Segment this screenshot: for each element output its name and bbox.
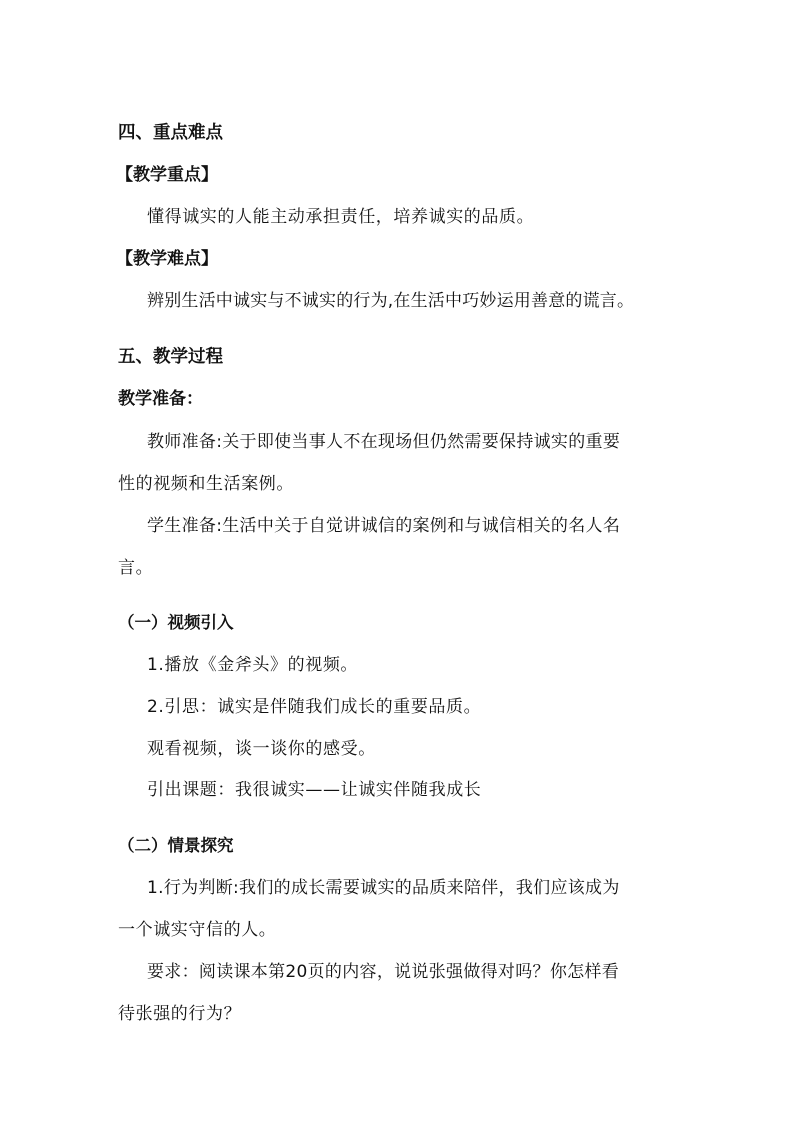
teaching-focus-label: 【教学重点】 [116, 165, 218, 185]
part2-title: （二）情景探究 [118, 836, 234, 855]
part1-item-3: 观看视频，谈一谈你的感受。 [147, 739, 376, 759]
student-prep-line-1: 学生准备:生活中关于自觉讲诚信的案例和与诚信相关的名人名 [147, 516, 621, 536]
part2-requirement-line-2: 待张强的行为？ [118, 1004, 242, 1024]
part2-item-1-line-2: 一个诚实守信的人。 [118, 920, 277, 940]
student-prep-line-2: 言。 [118, 558, 154, 578]
section-heading-key-difficult-points: 四、重点难点 [118, 123, 223, 143]
teaching-difficulty-text: 辨别生活中诚实与不诚实的行为,在生活中巧妙运用善意的谎言。 [147, 291, 635, 311]
part2-requirement-line-1: 要求：阅读课本第20页的内容，说说张强做得对吗？你怎样看 [147, 962, 620, 982]
part2-item-1-line-1: 1.行为判断:我们的成长需要诚实的品质来陪伴，我们应该成为 [147, 878, 620, 898]
part1-item-2: 2.引思：诚实是伴随我们成长的重要品质。 [147, 697, 482, 717]
teacher-prep-line-2: 性的视频和生活案例。 [118, 474, 294, 494]
part1-title: （一）视频引入 [118, 613, 234, 632]
teaching-preparation-label: 教学准备： [118, 389, 203, 409]
section-heading-teaching-process: 五、教学过程 [118, 347, 223, 367]
teaching-focus-text: 懂得诚实的人能主动承担责任，培养诚实的品质。 [147, 207, 535, 227]
part1-item-4: 引出课题：我很诚实——让诚实伴随我成长 [147, 780, 482, 800]
teaching-difficulty-label: 【教学难点】 [116, 249, 218, 269]
teacher-prep-line-1: 教师准备:关于即使当事人不在现场但仍然需要保持诚实的重要 [147, 432, 621, 452]
part1-item-1: 1.播放《金斧头》的视频。 [147, 655, 359, 675]
